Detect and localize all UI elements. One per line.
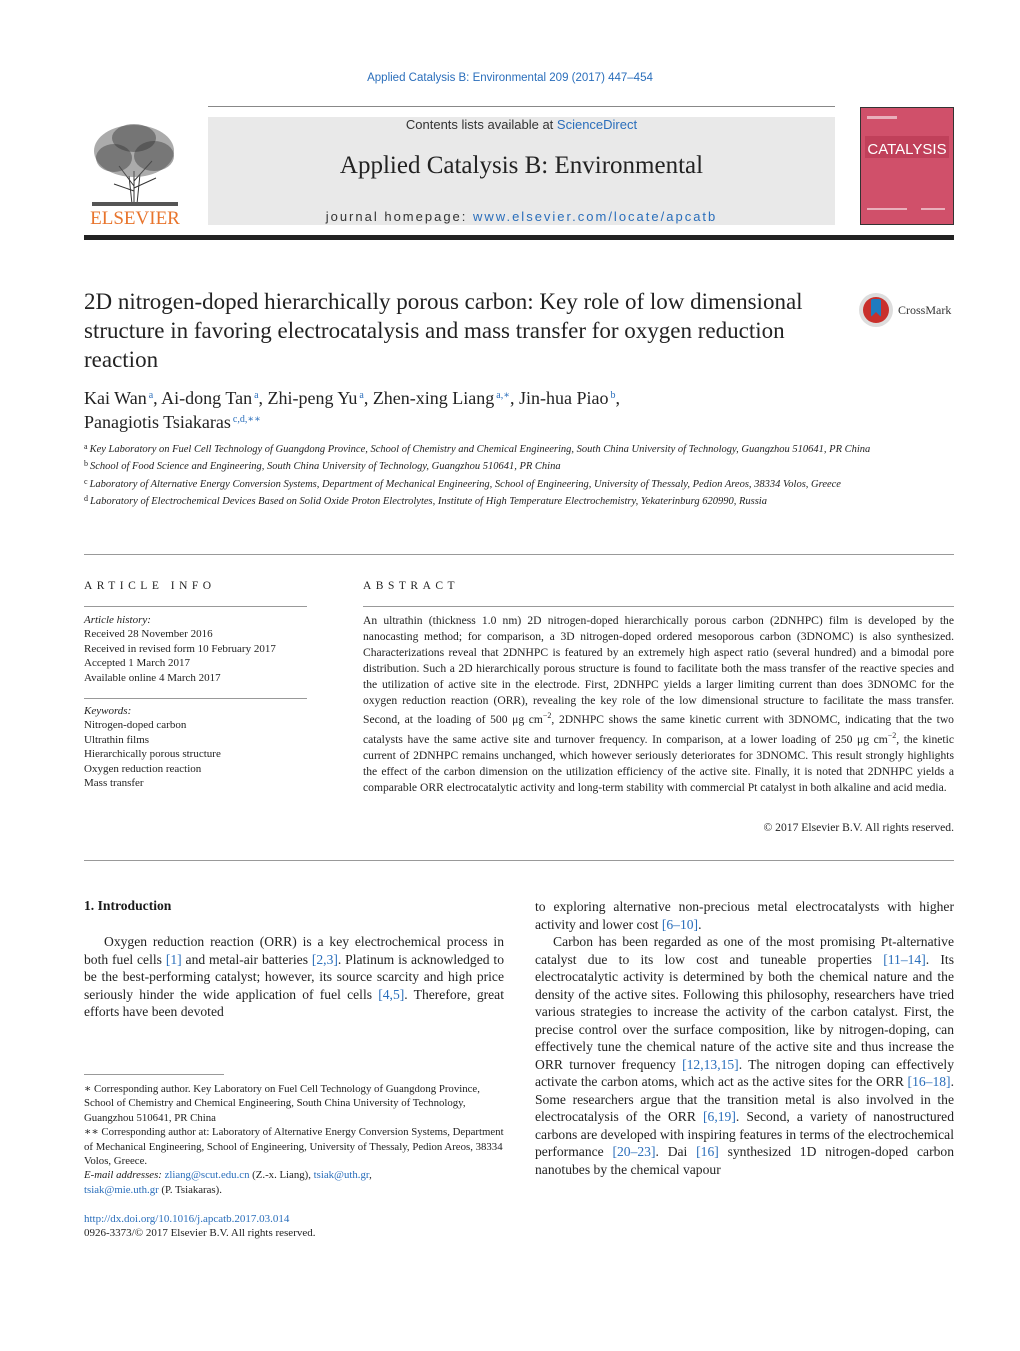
journal-title: Applied Catalysis B: Environmental bbox=[339, 152, 704, 179]
article-title: 2D nitrogen-doped hierarchically porous carbon: Key role of low dimensional structure in favoring electrocatalysis and mass transfer for oxygen reduction reaction bbox=[84, 289, 803, 372]
section-heading-introduction: 1. Introduction bbox=[84, 898, 172, 913]
footnote-rule bbox=[84, 1074, 224, 1075]
keyword-item: Oxygen reduction reaction bbox=[84, 762, 202, 775]
affiliation-c: $^c$ Laboratory of Alternative Energy Conversion Systems, Department of Mechanical Engineering, School of Engineering, University of Thessaly, Pedion Areos, 38334 Volos, Greece bbox=[84, 476, 841, 490]
abstract-copyright: © 2017 Elsevier B.V. All rights reserved. bbox=[763, 821, 954, 834]
keyword-item: Nitrogen-doped carbon bbox=[84, 719, 187, 732]
author-list bbox=[84, 385, 954, 433]
author-zhen-xing-liang[interactable]: Zhen-xing Liang $^{a,∗}$, bbox=[372, 388, 520, 408]
body-paragraph: to exploring alternative non-precious metal electrocatalysts with higher activity and lower cost [6–10]. bbox=[535, 899, 954, 932]
cover-title: CATALYSIS bbox=[867, 141, 947, 158]
affiliation-list bbox=[84, 440, 954, 510]
keyword-list bbox=[84, 704, 314, 790]
article-history bbox=[84, 613, 314, 685]
citation-link[interactable]: [11–14] bbox=[883, 951, 926, 967]
abstract-rule bbox=[363, 606, 954, 607]
doi-link[interactable]: http://dx.doi.org/10.1016/j.apcatb.2017.03.014 bbox=[84, 1213, 290, 1225]
citation-link[interactable]: [6–10] bbox=[661, 916, 699, 932]
author-zhi-peng-yu[interactable]: Zhi-peng Yu $^a$, bbox=[267, 388, 373, 408]
article-info-heading: ARTICLE INFO bbox=[84, 580, 216, 592]
history-received: Received 28 November 2016 bbox=[84, 628, 213, 641]
crossmark-badge[interactable] bbox=[858, 290, 958, 330]
crossmark-icon bbox=[858, 290, 958, 330]
citation-link[interactable]: [1] bbox=[165, 951, 182, 967]
abstract-heading: ABSTRACT bbox=[363, 580, 460, 592]
citation-link[interactable]: [4,5] bbox=[378, 986, 405, 1002]
footnote-emails: E-mail addresses: zliang@scut.edu.cn (Z.-x. Liang), tsiak@uth.gr, tsiak@mie.uth.gr (P. Tsiakaras). bbox=[84, 1169, 372, 1196]
sciencedirect-link[interactable]: ScienceDirect bbox=[556, 117, 638, 132]
author-panagiotis-tsiakaras[interactable]: Panagiotis Tsiakaras $^{c,d,∗∗}$ bbox=[84, 412, 261, 432]
author-jin-hua-piao[interactable]: Jin-hua Piao $^b$, bbox=[519, 388, 621, 408]
abstract-body: An ultrathin (thickness 1.0 nm) 2D nitrogen-doped hierarchically porous carbon (2DNHPC) film is developed by the nanocasting method; for comparison, a 3D nitrogen-doped ordered mesoporous carbon (3DNOMC) is also synthesized. Characterizations reveal that 2DNHPC is featured by an extremely high aspect ratio (several hundred) and a bimodal pore distribution. Such a 2D hierarchically porous structure is found to facilitate both the mass transfer of the reactive species and the utilization of active site in the electrode. First, 2DNHPC yields a larger limiting current than does 3DNOMC for the oxygen reduction reaction (ORR), revealing the key role of the low dimensional structure to facilitate the mass transfer. Second, at the loading of 500 μg $cm^{-2}$, 2DNHPC shows the same kinetic current with 3DNOMC, indicating that the two catalysts have the same active site and turnover frequency. In comparison, at a lower loading of 250 μg $cm^{-2}$, the kinetic current of 2DNHPC remains unchanged, which however seriously deteriorates for 3DNOMC. This result strongly highlights the effect of the carbon dimension on the utilization efficiency of the active site. Finally, it is noted that 2DNHPC yields a comparable ORR electrocatalytic activity and long-term stability with commercial Pt catalyst in both alkaline and acid media. bbox=[363, 614, 954, 794]
body-right-column bbox=[535, 898, 954, 1178]
history-online: Available online 4 March 2017 bbox=[84, 671, 221, 684]
header-top-rule bbox=[208, 106, 835, 107]
header-thick-rule bbox=[84, 235, 954, 240]
email-link[interactable]: zliang@scut.edu.cn bbox=[164, 1169, 250, 1182]
citation-link[interactable]: [16] bbox=[696, 1144, 719, 1159]
homepage-prefix: journal homepage: bbox=[325, 209, 474, 224]
citation-link[interactable]: [12,13,15] bbox=[682, 1056, 739, 1072]
crossmark-label: CrossMark bbox=[898, 303, 952, 317]
keywords-rule bbox=[84, 698, 307, 699]
citation-link[interactable]: [16–18] bbox=[907, 1074, 951, 1089]
footnote-corresponding-1: ∗ Corresponding author. Key Laboratory on Fuel Cell Technology of Guangdong Province, School of Chemistry and Chemical Engineering, South China University of Technology, Guangzhou 510641, PR China bbox=[84, 1083, 480, 1124]
elsevier-logo bbox=[84, 116, 186, 228]
elsevier-logo-text: ELSEVIER bbox=[90, 208, 180, 228]
citation-link[interactable]: [20–23] bbox=[612, 1144, 656, 1159]
citation-link[interactable]: [2,3] bbox=[311, 951, 338, 967]
journal-cover-art bbox=[861, 108, 953, 224]
issn-line: 0926-3373/© 2017 Elsevier B.V. All rights reserved. bbox=[84, 1227, 316, 1240]
body-paragraph: Carbon has been regarded as one of the most promising Pt-alternative catalyst due to its low cost and tuneable properties [11–14]. Its electrocatalytic activity is determined by both the chemical nature and the density of the active sites. Following this philosophy, researchers have tried various strategies to increase the activity of the carbon catalyst. First, the precise control over the surface composition, like by nitrogen-doping, can effectively tune the chemical nature of the active site and thus increase the ORR turnover frequency [12,13,15]. The nitrogen doping can effectively activate the carbon atoms, which act as the active sites for the ORR [16–18]. Some researchers argue that the transition metal is also involved in the electrocatalysis of the ORR [6,19]. Second, a variety of nanostructured carbons are developed with inspiring features in terms of the electrochemical performance [20–23]. Dai [16] synthesized 1D nitrogen-doped carbon nanotubes by the chemical vapour bbox=[535, 934, 955, 1177]
keyword-item: Mass transfer bbox=[84, 777, 144, 790]
keyword-item: Ultrathin films bbox=[84, 733, 150, 746]
author-kai-wan[interactable]: Kai Wan $^a$, bbox=[84, 388, 162, 408]
history-accepted: Accepted 1 March 2017 bbox=[84, 657, 190, 670]
body-left-column: Oxygen reduction reaction (ORR) is a key electrochemical process in both fuel cells [1] and metal-air batteries [2,3]. Platinum is acknowledged to be the best-performing catalyst; however, its source scarcity and high price seriously hinder the wide application of fuel cells [4,5]. Therefore, great efforts have been devoted bbox=[84, 934, 504, 1019]
keyword-item: Hierarchically porous structure bbox=[84, 748, 221, 761]
doi-block bbox=[84, 1212, 316, 1241]
email-link[interactable]: tsiak@mie.uth.gr bbox=[84, 1183, 159, 1196]
citation-link[interactable]: [6,19] bbox=[703, 1109, 736, 1124]
keywords-label: Keywords: bbox=[84, 705, 132, 717]
history-revised: Received in revised form 10 February 2017 bbox=[84, 642, 276, 655]
footnote-corresponding-2: ∗∗ Corresponding author at: Laboratory of Alternative Energy Conversion Systems, Department of Mechanical Engineering, School of Engineering, University of Thessaly, Pedion Areos, 38334 Volos, Greece. bbox=[84, 1126, 504, 1168]
affiliation-rule bbox=[84, 554, 954, 555]
contents-prefix: Contents lists available at bbox=[405, 117, 557, 132]
author-ai-dong-tan[interactable]: Ai-dong Tan $^a$, bbox=[161, 388, 268, 408]
homepage-link[interactable]: www.elsevier.com/locate/apcatb bbox=[473, 209, 718, 224]
contents-line bbox=[208, 117, 835, 132]
footnotes bbox=[84, 1082, 504, 1197]
affiliation-a: $^a$ Key Laboratory on Fuel Cell Technology of Guangdong Province, School of Chemistry and Chemical Engineering, South China University of Technology, Guangzhou 510641, PR China bbox=[84, 442, 871, 455]
affiliation-b: $^b$ School of Food Science and Engineering, South China University of Technology, Guangzhou 510641, PR China bbox=[84, 459, 561, 473]
email-link[interactable]: tsiak@uth.gr bbox=[313, 1169, 370, 1182]
abstract-bottom-rule bbox=[84, 860, 954, 861]
history-label: Article history: bbox=[84, 614, 151, 626]
affiliation-d: $^d$ Laboratory of Electrochemical Devices Based on Solid Oxide Proton Electrolytes, Institute of High Temperature Electrochemistry, Yekaterinburg 620990, Russia bbox=[84, 494, 767, 508]
journal-reference[interactable]: Applied Catalysis B: Environmental 209 (2017) 447–454 bbox=[367, 72, 653, 84]
article-info-rule bbox=[84, 606, 307, 607]
homepage-line bbox=[208, 209, 835, 224]
journal-cover-thumbnail[interactable] bbox=[860, 107, 954, 225]
